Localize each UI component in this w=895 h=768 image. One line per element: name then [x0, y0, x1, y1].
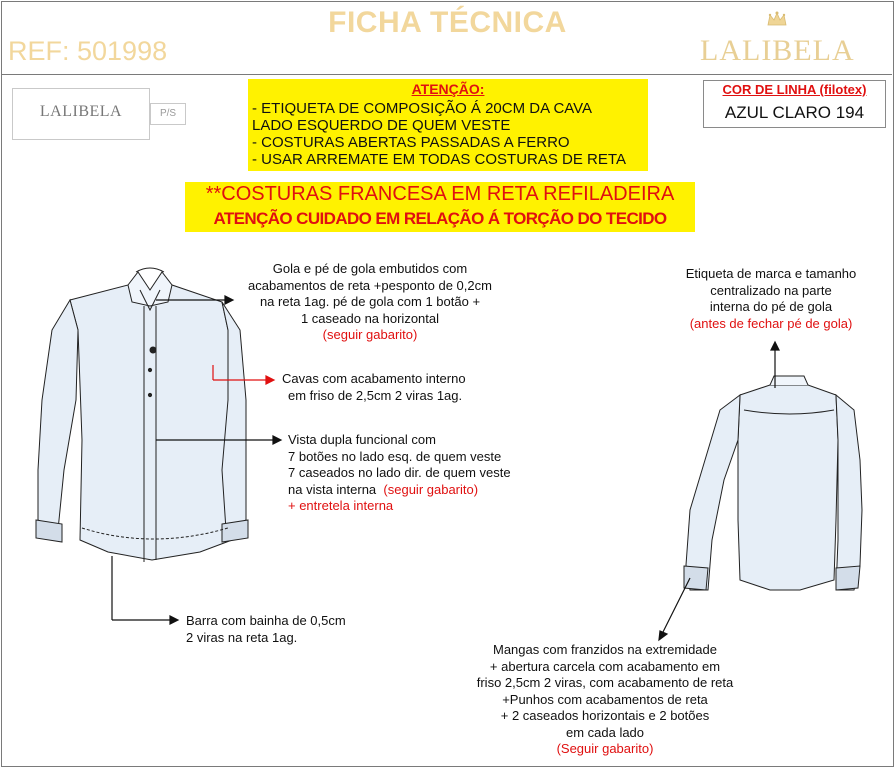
- attention-line: LADO ESQUERDO DE QUEM VESTE: [252, 117, 511, 134]
- armhole-note: Cavas com acabamento interno em friso de 2,5cm 2 viras 1ag.: [282, 371, 466, 403]
- front-shirt-drawing: [36, 268, 248, 562]
- reference-code: REF: 501998: [8, 36, 168, 66]
- attention-line: - COSTURAS ABERTAS PASSADAS A FERRO: [252, 134, 570, 151]
- french-seams-title: **COSTURAS FRANCESA EM RETA REFILADEIRA: [205, 183, 675, 205]
- label-tag-brand: LALIBELA: [39, 103, 123, 120]
- label-tag-size: P/S: [150, 103, 186, 125]
- french-seams-warning: ATENÇÃO CUIDADO EM RELAÇÃO Á TORÇÃO DO TECIDO: [213, 209, 667, 228]
- attention-title: ATENÇÃO:: [411, 81, 485, 97]
- attention-line: - ETIQUETA DE COMPOSIÇÃO Á 20CM DA CAVA: [252, 100, 593, 117]
- thread-color-value: AZUL CLARO 194: [724, 103, 865, 122]
- back-shirt-drawing: [684, 376, 862, 590]
- brand-logo: LALIBELA: [700, 34, 855, 67]
- collar-note: Gola e pé de gola embutidos com acabamentos de reta +pesponto de 0,2cm na reta 1ag. pé de gola com 1 botão + 1 caseado na horizontal (seguir gabarito): [248, 261, 492, 342]
- sleeves-note: Mangas com franzidos na extremidade + abertura carcela com acabamento em friso 2,5cm 2 viras, com acabamento de reta +Punhos com acabamentos de reta + 2 caseados horizontais e 2 botões em cada lado (Seguir gabarito): [476, 642, 734, 756]
- placket-note: Vista dupla funcional com 7 botões no lado esq. de quem veste 7 caseados no lado dir. de quem veste na vista interna (seguir gabarito) + entretela interna: [288, 432, 511, 513]
- thread-color-title: COR DE LINHA (filotex): [722, 82, 867, 97]
- hem-note: Barra com bainha de 0,5cm 2 viras na reta 1ag.: [186, 613, 346, 645]
- attention-line: - USAR ARREMATE EM TODAS COSTURAS DE RETA: [252, 151, 626, 168]
- page-title: FICHA TÉCNICA: [328, 6, 567, 39]
- brand-label-note: Etiqueta de marca e tamanho centralizado na parte interna do pé de gola (antes de fechar pé de gola): [685, 266, 857, 331]
